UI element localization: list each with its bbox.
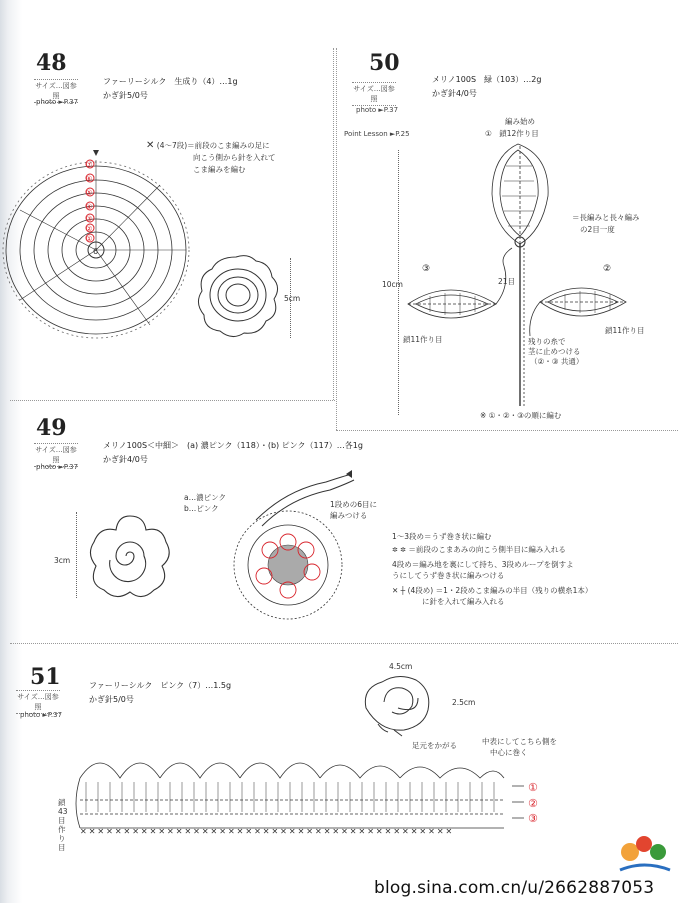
pattern-48-hook: かぎ針5/0号 — [103, 91, 148, 100]
pattern-49-number: 49 — [36, 415, 67, 441]
pattern-48-note-2: 向こう側から針を入れて — [193, 153, 276, 162]
pattern-50-length: 10cm — [382, 280, 403, 289]
pattern-49-note-2: ✲ ✲ ＝前段のこまあみの向こう側半目に編み入れる — [392, 545, 566, 554]
pattern-48-center: 6 — [93, 247, 99, 256]
pattern-50-size: サイズ…図参照 — [352, 82, 396, 106]
pattern-51-yarn: ファーリーシルク ピンク（7）…1.5g — [89, 681, 232, 690]
pattern-49-photo: photo ►P.37 — [36, 463, 79, 471]
pattern-50-footer: ※ ①・②・③の順に編む — [480, 411, 562, 420]
pattern-51-chart — [66, 748, 526, 838]
pattern-50-leaf-2-label: ② — [603, 264, 612, 274]
pattern-49-note-5: ✕ ┼ (4段め) ＝1・2段めこま編みの半目（残りの横糸1本） — [392, 586, 593, 595]
pattern-50-yarn: メリノ100S 緑（103）…2g — [432, 75, 542, 84]
pattern-50-chart — [400, 136, 660, 426]
watermark: blog.sina.com.cn/u/2662887053 — [374, 878, 655, 898]
pattern-48-number: 48 — [36, 50, 67, 76]
pattern-49-dimension: 3cm — [54, 556, 71, 565]
pattern-50-start: 編み始め — [505, 117, 535, 126]
pattern-48-note-3: こま編みを編む — [193, 165, 246, 174]
pattern-49-attach-1: 1段めの6目に — [330, 500, 378, 509]
pattern-51-row-1: ① — [528, 781, 538, 794]
pattern-49-note-3: 4段め＝編み地を裏にして持ち、3段めループを倒すよ — [392, 560, 574, 569]
pattern-49-note-1: 1〜3段め＝うず巻き状に編む — [392, 532, 492, 541]
pattern-49-hook: かぎ針4/0号 — [103, 455, 148, 464]
pattern-49-note-4: うにしてうず巻き状に編みつける — [392, 571, 505, 580]
pattern-49-size: サイズ…図参照 — [34, 443, 78, 467]
pattern-48-round-3: ③ — [86, 215, 93, 223]
svg-text:✕✕✕✕✕✕✕✕✕✕✕✕✕✕✕✕✕✕✕✕✕✕✕✕✕✕✕✕✕✕: ✕✕✕✕✕✕✕✕✕✕✕✕✕✕✕✕✕✕✕✕✕✕✕✕✕✕✕✕✕✕✕✕✕✕✕✕✕✕✕✕✕✕✕ — [80, 827, 455, 836]
divider-51-top — [10, 643, 678, 644]
pattern-48-round-2: ② — [86, 225, 93, 233]
pattern-48-size: サイズ…図参照 — [34, 79, 78, 103]
pattern-51-foot: 足元をかがる — [412, 741, 457, 750]
divider-50-bottom — [336, 430, 678, 431]
pattern-49-flower-shape — [86, 512, 176, 602]
pattern-48-round-5: ⑤ — [86, 189, 93, 197]
pattern-49-note-6: に針を入れて編み入れる — [422, 597, 505, 606]
pattern-50-point-lesson: Point Lesson ►P.25 — [344, 130, 410, 138]
pattern-48-yarn: ファーリーシルク 生成り（4）…1g — [103, 77, 238, 86]
pattern-50-hook: かぎ針4/0号 — [432, 89, 477, 98]
pattern-49-color-a: a…濃ピンク — [184, 493, 226, 502]
pattern-50-legend-2: の2目一度 — [580, 225, 615, 234]
pattern-48-round-4: ④ — [86, 203, 93, 211]
pattern-51-roll-1: 中表にしてこちら側を — [482, 737, 557, 746]
pattern-49-color-b: b…ピンク — [184, 504, 219, 513]
pattern-48-photo: photo ►P.37 — [36, 98, 79, 106]
pattern-48-note-1: ✕ (4〜7段)＝前段のこま編みの足に — [146, 140, 270, 151]
pattern-49-chart — [226, 470, 386, 620]
pattern-48-round-1: ① — [86, 235, 93, 243]
pattern-49-attach-2: 編みつける — [330, 511, 368, 520]
pattern-50-rest-2: 茎に止めつける — [528, 347, 581, 356]
pattern-50-stem-count: 21目 — [498, 277, 516, 286]
divider-vertical — [333, 48, 334, 400]
pattern-51-chain: 鎖43目作り目 — [58, 798, 68, 852]
pattern-50-photo: photo ►P.37 — [356, 106, 399, 114]
pattern-51-roll-2: 中心に巻く — [490, 748, 528, 757]
pattern-51-row-3: ③ — [528, 812, 538, 825]
pattern-51-width: 4.5cm — [389, 662, 413, 671]
pattern-51-photo: photo ►P.37 — [20, 711, 63, 719]
pattern-50-rest-1: 残りの糸で — [528, 337, 566, 346]
divider-50-left — [336, 48, 337, 430]
pattern-50-number: 50 — [369, 50, 400, 76]
pattern-48-chart — [0, 150, 200, 350]
pattern-51-size: サイズ…図参照 — [16, 690, 60, 714]
pattern-50-legend-1: ＝長編みと長々編み — [572, 213, 640, 222]
pattern-50-start-chain: ① 鎖12作り目 — [485, 129, 539, 138]
pattern-48-round-6: ⑥ — [86, 175, 93, 183]
pattern-48-round-7: ⑦ — [86, 161, 93, 169]
divider-49-top — [10, 400, 335, 401]
pattern-50-rest-3: （②・③ 共通） — [530, 357, 584, 366]
pattern-48-dimension: 5cm — [284, 294, 301, 303]
pattern-51-height: 2.5cm — [452, 698, 476, 707]
pattern-51-hook: かぎ針5/0号 — [89, 695, 134, 704]
pattern-51-number: 51 — [30, 664, 61, 690]
pattern-51-row-2: ② — [528, 797, 538, 810]
pattern-48-flower-shape — [196, 253, 286, 343]
pattern-51-rose-shape — [358, 668, 438, 738]
pattern-50-chain-right: 鎖11作り目 — [605, 326, 645, 335]
pattern-50-leaf-3-label: ③ — [422, 264, 431, 274]
pattern-49-yarn: メリノ100S＜中細＞ (a) 濃ピンク（118）・(b) ピンク（117）…各1g — [103, 441, 363, 450]
pattern-50-chain-left: 鎖11作り目 — [403, 335, 443, 344]
